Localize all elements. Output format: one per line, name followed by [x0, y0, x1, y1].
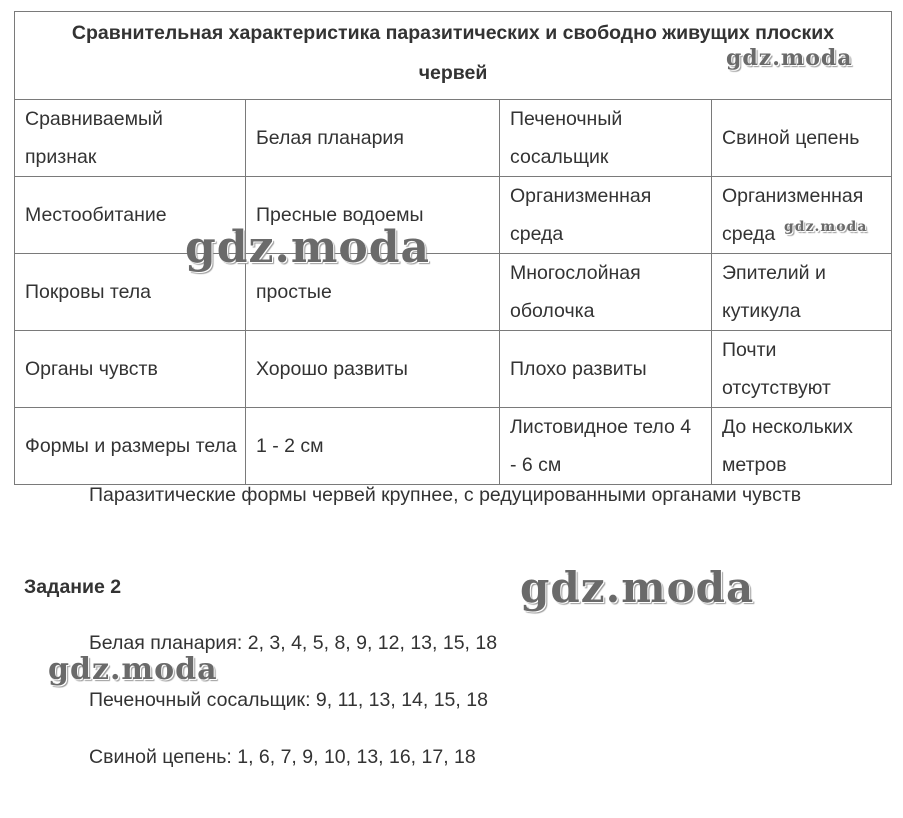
table-row	[15, 177, 892, 254]
table-row	[15, 408, 892, 485]
table-cell: простые	[246, 254, 500, 331]
table-cell: Печеночный сосальщик	[500, 100, 712, 177]
answer-line: Свиной цепень: 1, 6, 7, 9, 10, 13, 16, 17, 18	[89, 746, 476, 768]
table-row	[15, 100, 892, 177]
table-cell: Почти отсутствуют	[712, 331, 892, 408]
answer-line: Печеночный сосальщик: 9, 11, 13, 14, 15, 18	[89, 689, 488, 711]
comparison-table	[14, 11, 892, 485]
answer-line: Белая планария: 2, 3, 4, 5, 8, 9, 12, 13, 15, 18	[89, 632, 498, 654]
table-cell: До нескольких метров	[712, 408, 892, 485]
table-cell: Сравниваемый признак	[15, 100, 246, 177]
table-title: Сравнительная характеристика паразитических и свободно живущих плоских червей	[15, 12, 892, 100]
table-cell: Свиной цепень	[712, 100, 892, 177]
table-cell: Пресные водоемы	[246, 177, 500, 254]
table-cell: 1 - 2 см	[246, 408, 500, 485]
watermark: gdz.moda	[185, 222, 431, 273]
table-cell: Местообитание	[15, 177, 246, 254]
task-heading: Задание 2	[24, 576, 122, 598]
table-row	[15, 254, 892, 331]
table-cell: Многослойная оболочка	[500, 254, 712, 331]
table-cell: Листовидное тело 4 - 6 см	[500, 408, 712, 485]
table-cell: Формы и размеры тела	[15, 408, 246, 485]
table-cell: Организменная среда	[500, 177, 712, 254]
watermark: gdz.moda	[48, 652, 218, 687]
watermark: gdz.moda	[726, 45, 853, 71]
table-title-row	[15, 12, 892, 100]
table-cell: Организменная среда	[712, 177, 892, 254]
conclusion-text: Паразитические формы червей крупнее, с редуцированными органами чувств	[89, 484, 802, 506]
table-cell: Покровы тела	[15, 254, 246, 331]
watermark: gdz.moda	[784, 219, 868, 235]
table-row	[15, 331, 892, 408]
watermark: gdz.moda	[520, 563, 755, 612]
table-cell: Органы чувств	[15, 331, 246, 408]
table-cell: Эпителий и кутикула	[712, 254, 892, 331]
table-cell: Плохо развиты	[500, 331, 712, 408]
table-cell: Хорошо развиты	[246, 331, 500, 408]
table-cell: Белая планария	[246, 100, 500, 177]
